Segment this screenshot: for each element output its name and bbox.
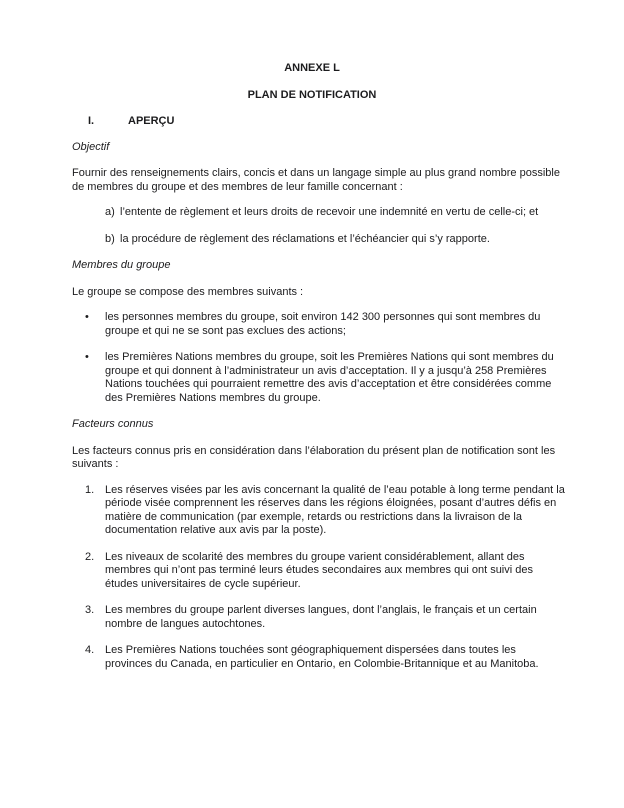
facteurs-intro-paragraph: Les facteurs connus pris en considération dans l’élaboration du présent plan de notification sont les suivants : — [72, 444, 556, 470]
list-item-text: Les niveaux de scolarité des membres du groupe varient considérablement, allant des membres qui n’ont pas terminé leurs études secondaires aux membres qui ont suivi des études universitaires de cycle supérieur. — [105, 550, 533, 590]
section-heading-apercu — [88, 115, 566, 129]
list-item-text: la procédure de règlement des réclamations et l’échéancier qui s’y rapporte. — [120, 232, 490, 245]
list-item-marker: 1. — [85, 483, 95, 496]
list-item — [85, 484, 566, 538]
subheading-objectif: Objectif — [72, 140, 110, 153]
list-item-marker: b) — [105, 232, 115, 245]
list-item-marker: 4. — [85, 644, 95, 656]
section-number: I. — [88, 115, 95, 127]
list-item — [85, 311, 566, 338]
list-item-text: les personnes membres du groupe, soit environ 142 300 personnes qui sont membres du groupe et qui ne se sont pas exclues des actions; — [105, 311, 541, 337]
subheading-membres-du-groupe: Membres du groupe — [72, 259, 171, 271]
list-item-marker: a) — [105, 206, 115, 218]
facteurs-numbered-list — [85, 484, 566, 672]
plan-title: PLAN DE NOTIFICATION — [247, 88, 377, 101]
list-item — [105, 206, 566, 220]
list-item-text: Les Premières Nations touchées sont géographiquement dispersées dans toutes les provinces du Canada, en particulier en Ontario, en Colombie-Britannique et au Manitoba. — [105, 644, 539, 670]
subheading-facteurs-connus: Facteurs connus — [72, 418, 154, 430]
bullet-icon: • — [85, 351, 89, 363]
list-item — [85, 644, 566, 671]
list-item-text: l’entente de règlement et leurs droits de recevoir une indemnité en vertu de celle-ci; et — [120, 206, 539, 218]
bullet-icon: • — [85, 311, 89, 323]
list-item-text: Les réserves visées par les avis concernant la qualité de l’eau potable à long terme pendant la période visée comprennent les réserves dans les régions éloignées, posant d’autres défis en matière de communication (par exemple, retards ou restrictions dans la livraison de la documentation relative aux avis par la poste). — [105, 483, 565, 536]
annex-title: ANNEXE L — [284, 62, 340, 74]
list-item-marker: 3. — [85, 604, 95, 616]
list-item-text: les Premières Nations membres du groupe, soit les Premières Nations qui sont membres du groupe et qui donnent à l’administrateur un avis d’acceptation. Il y a jusqu’à 258 Premières Nations touchées qui pourraient remettre des avis d’acceptation et être considérées comme des Premières Nations membres du groupe. — [105, 351, 554, 404]
list-item — [85, 351, 566, 405]
list-item — [85, 551, 566, 592]
objectif-lettered-list — [105, 206, 566, 246]
list-item-marker: 2. — [85, 550, 95, 563]
membres-intro-paragraph: Le groupe se compose des membres suivants : — [72, 285, 304, 298]
list-item — [105, 233, 566, 247]
membres-bullet-list — [85, 311, 566, 405]
section-title: APERÇU — [128, 115, 175, 127]
list-item — [85, 604, 566, 631]
list-item-text: Les membres du groupe parlent diverses langues, dont l’anglais, le français et un certain nombre de langues autochtones. — [105, 604, 537, 630]
objectif-intro-paragraph: Fournir des renseignements clairs, concis et dans un langage simple au plus grand nombre possible de membres du groupe et des membres de leur famille concernant : — [72, 167, 560, 193]
